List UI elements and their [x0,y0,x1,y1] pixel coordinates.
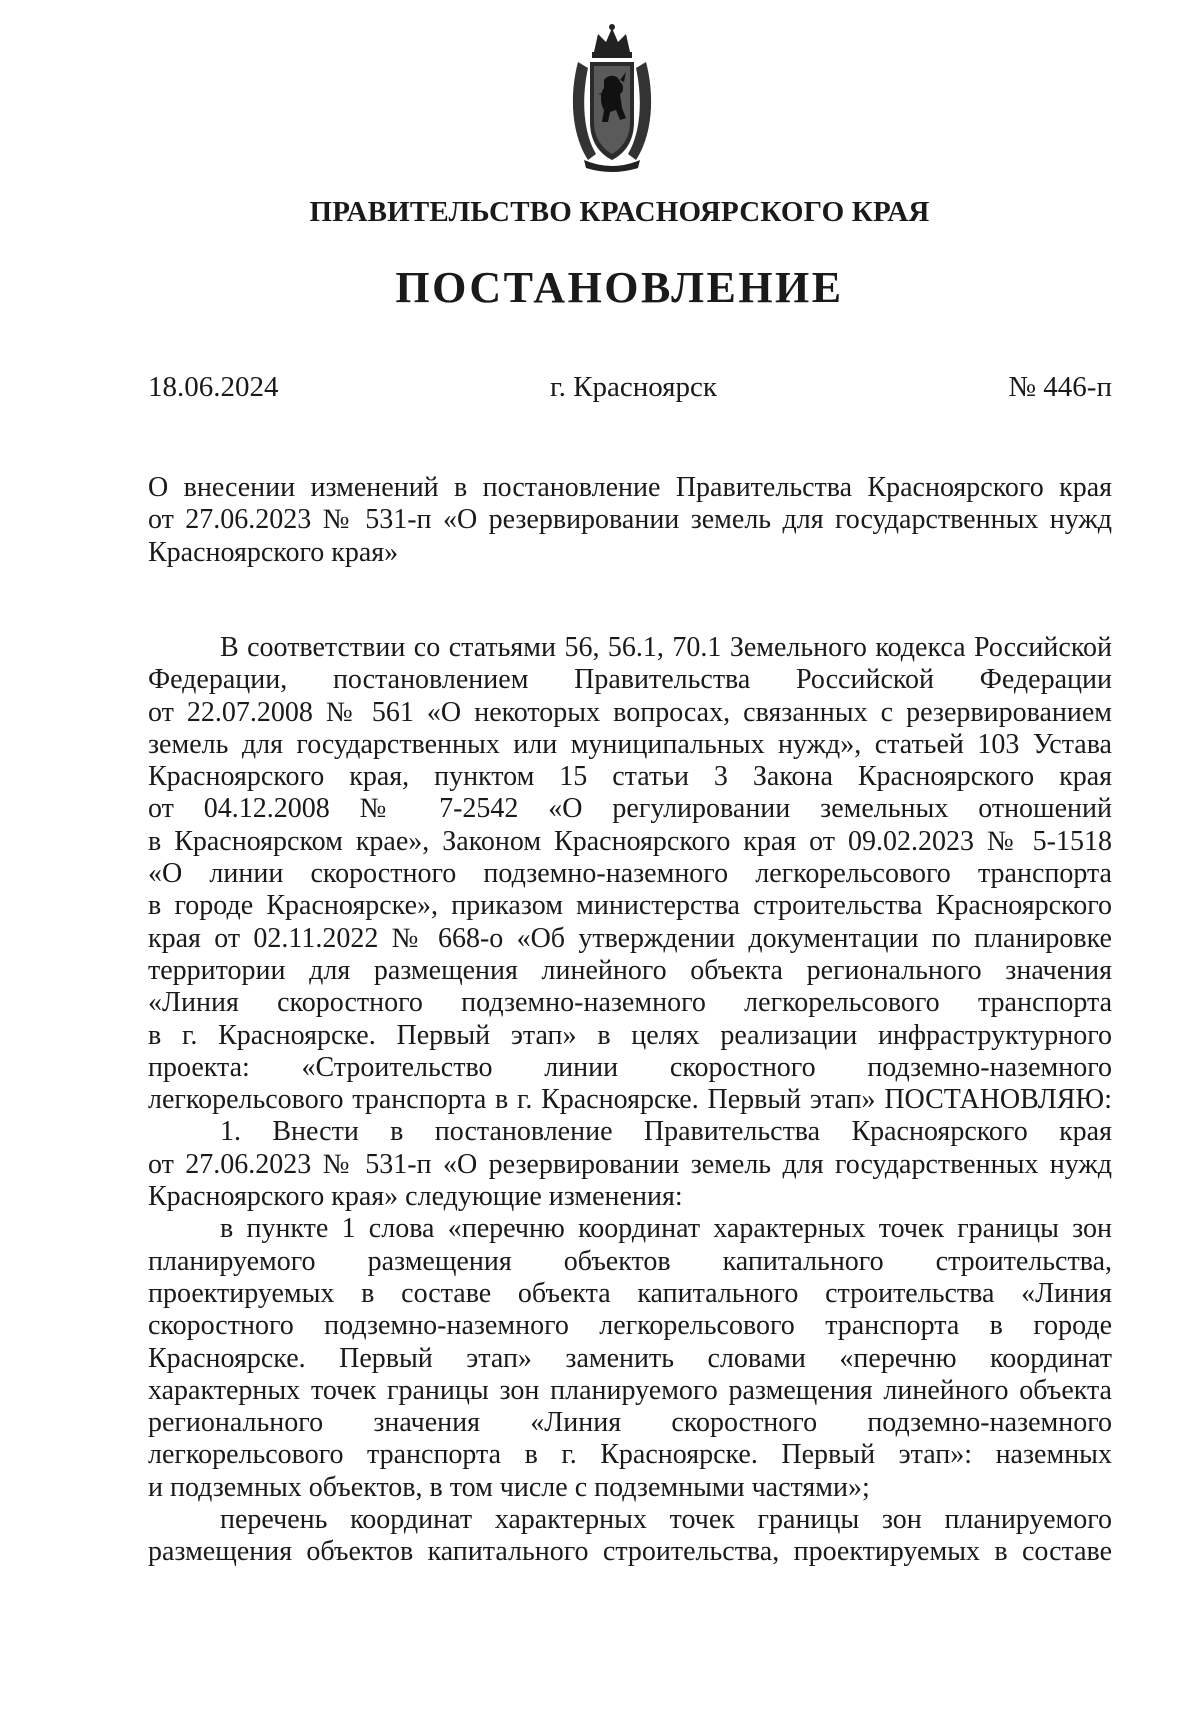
body-line: в г. Красноярске. Первый этап» в целях реализации инфраструктурного [148,1019,1112,1051]
document-subject [148,472,1112,569]
subject-line: О внесении изменений в постановление Правительства Красноярского края [148,472,1112,503]
document-body [148,632,1112,1569]
document-number: № 446-п [1008,371,1112,403]
body-line: В соответствии со статьями 56, 56.1, 70.1 Земельного кодекса Российской [220,632,1112,663]
body-line: Красноярского края» следующие изменения: [148,1181,683,1213]
body-line: скоростного подземно-наземного легкорельсового транспорта в городе [148,1310,1112,1342]
document-date: 18.06.2024 [148,371,279,403]
body-line: в городе Красноярске», приказом министерства строительства Красноярского [148,890,1112,922]
body-line: и подземных объектов, в том числе с подземными частями»; [148,1471,870,1503]
body-line: от 27.06.2023 № 531-п «О резервировании земель для государственных нужд [148,1148,1112,1180]
body-line: в Красноярском крае», Законом Красноярского края от 09.02.2023 № 5-1518 [148,825,1112,857]
document-city: г. Красноярск [550,371,717,403]
body-line: планируемого размещения объектов капитального строительства, [148,1245,1112,1277]
body-line: земель для государственных или муниципальных нужд», статьей 103 Устава [148,728,1112,760]
body-line: проекта: «Строительство линии скоростного подземно-наземного [148,1051,1112,1083]
government-title: ПРАВИТЕЛЬСТВО КРАСНОЯРСКОГО КРАЯ [309,196,930,228]
body-line: края от 02.11.2022 № 668-о «Об утверждении документации по планировке [148,922,1112,954]
body-line: «О линии скоростного подземно-наземного легкорельсового транспорта [148,858,1112,890]
body-line: территории для размещения линейного объекта регионального значения [148,954,1112,986]
body-line: от 22.07.2008 № 561 «О некоторых вопросах, связанных с резервированием [148,696,1112,728]
body-line: «Линия скоростного подземно-наземного легкорельсового транспорта [148,987,1112,1019]
body-line: проектируемых в составе объекта капитального строительства «Линия [148,1277,1112,1309]
body-line: 1. Внести в постановление Правительства Красноярского края [220,1116,1112,1148]
body-line: перечень координат характерных точек границы зон планируемого [220,1504,1112,1536]
body-line: регионального значения «Линия скоростного подземно-наземного [148,1407,1112,1439]
body-line: Красноярского края, пунктом 15 статьи 3 Закона Красноярского края [148,761,1112,793]
body-line: в пункте 1 слова «перечню координат характерных точек границы зон [220,1213,1112,1245]
body-line: от 04.12.2008 № 7-2542 «О регулировании земельных отношений [148,793,1112,825]
subject-line: Красноярского края» [148,536,399,568]
coat-of-arms-icon [568,22,656,172]
body-line: легкорельсового транспорта в г. Красноярске. Первый этап»: наземных [148,1439,1112,1471]
document-type-title: ПОСТАНОВЛЕНИЕ [395,263,844,312]
subject-line: от 27.06.2023 № 531-п «О резервировании земель для государственных нужд [148,504,1112,536]
document-meta-row [148,371,1112,411]
body-line: легкорельсового транспорта в г. Красноярске. Первый этап» ПОСТАНОВЛЯЮ: [148,1084,1112,1116]
body-line: Красноярске. Первый этап» заменить словами «перечню координат [148,1342,1112,1374]
body-line: характерных точек границы зон планируемого размещения линейного объекта [148,1374,1112,1406]
body-line: Федерации, постановлением Правительства Российской Федерации [148,664,1112,696]
body-line: размещения объектов капитального строительства, проектируемых в составе [148,1536,1112,1568]
